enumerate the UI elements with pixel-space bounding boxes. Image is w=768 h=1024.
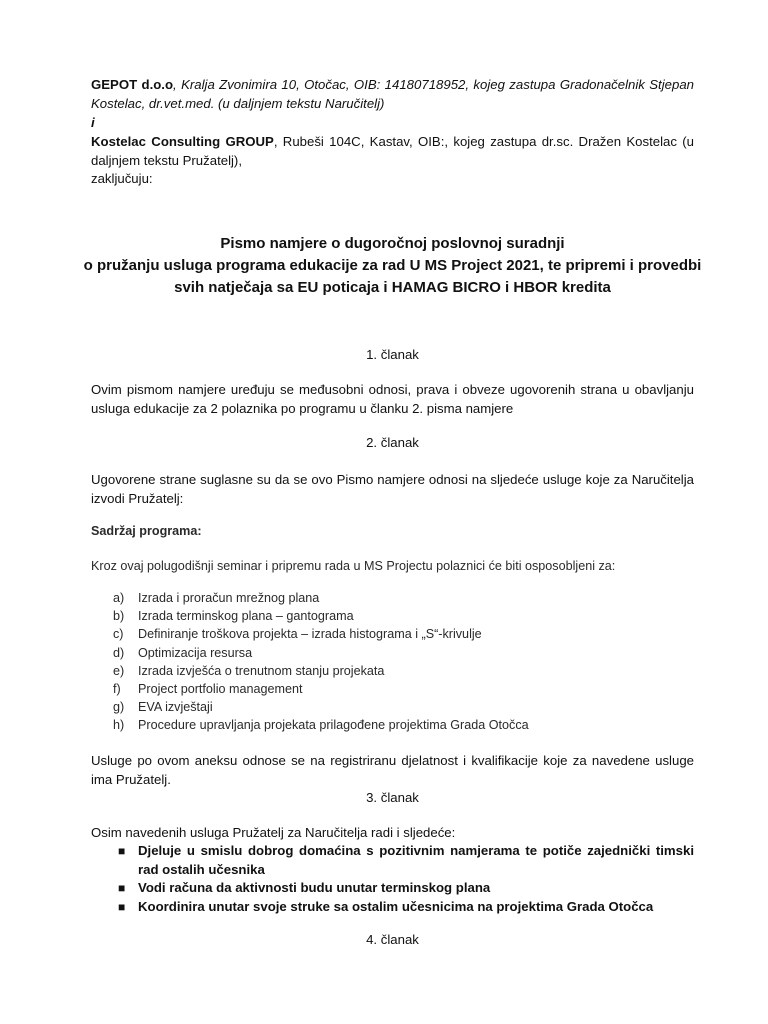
article-2-text: Ugovorene strane suglasne su da se ovo Pismo namjere odnosi na sljedeće usluge koje za Naručitelja izvodi Pružatelj: [91, 472, 694, 506]
conclude-text: zaključuju: [91, 171, 153, 186]
list-item-text: Izrada izvješća o trenutnom stanju projekata [138, 663, 385, 678]
bullet-text: Koordinira unutar svoje struke sa ostalim učesnicima na projektima Grada Otočca [138, 898, 654, 914]
list-item [91, 662, 694, 680]
party-1-details: , Kralja Zvonimira 10, Otočac, OIB: 14180718952, kojeg zastupa Gradonačelnik Stjepan Kostelac, dr.vet.med. (u daljnjem tekstu Naručitelj) [91, 77, 694, 111]
list-marker: d) [113, 645, 125, 660]
document-title [70, 233, 715, 299]
list-item [91, 625, 694, 643]
title-line-2: o pružanju usluga programa edukacije za rad U MS Project 2021, te pripremi i provedbi svih natječaja sa EU poticaja i HAMAG BICRO i HBOR kredita [83, 257, 702, 296]
article-2-closing: Usluge po ovom aneksu odnose se na registriranu djelatnost i kvalifikacije koje za navedene usluge ima Pružatelj. [91, 753, 694, 787]
party-2 [91, 133, 694, 170]
party-2-name: Kostelac Consulting GROUP [91, 134, 274, 149]
title-line-1: Pismo namjere o dugoročnoj poslovnoj suradnji [220, 235, 565, 252]
list-marker: a) [113, 591, 125, 605]
list-marker: g) [113, 700, 125, 715]
square-bullet-icon: ■ [118, 899, 126, 914]
list-item [91, 607, 694, 625]
program-intro: Kroz ovaj polugodišnji seminar i pripremu rada u MS Projectu polaznici će biti osposobljeni za: [91, 559, 616, 573]
list-item-text: Project portfolio management [138, 681, 303, 696]
article-3-text: Osim navedenih usluga Pružatelj za Naručitelja radi i sljedeće: [91, 825, 456, 840]
square-bullet-icon: ■ [118, 881, 126, 895]
list-item [91, 680, 694, 698]
list-item [91, 589, 694, 607]
list-item-text: Definiranje troškova projekta – izrada histograma i „S“-krivulje [138, 627, 482, 642]
article-1-heading: 1. članak [366, 347, 419, 362]
list-item-text: EVA izvještaji [138, 700, 213, 715]
list-marker: c) [113, 627, 124, 642]
article-3-bullets [91, 842, 694, 916]
article-3-heading: 3. članak [366, 790, 419, 805]
list-marker: f) [113, 681, 121, 696]
list-marker: h) [113, 718, 125, 733]
program-list [91, 589, 694, 735]
square-bullet-icon: ■ [118, 844, 126, 858]
list-marker: e) [113, 663, 125, 678]
article-4-heading: 4. članak [366, 932, 419, 947]
list-item-text: Izrada terminskog plana – gantograma [138, 609, 354, 624]
list-item [91, 698, 694, 716]
party-1 [91, 76, 694, 113]
list-item [91, 716, 694, 734]
party-1-name: GEPOT d.o.o [91, 77, 174, 92]
list-item [91, 644, 694, 662]
list-item-text: Optimizacija resursa [138, 645, 253, 660]
bullet-text: Vodi računa da aktivnosti budu unutar terminskog plana [138, 880, 491, 895]
program-heading: Sadržaj programa: [91, 524, 202, 538]
bullet-item [91, 842, 694, 879]
article-1-text: Ovim pismom namjere uređuju se međusobni odnosi, prava i obveze ugovorenih strana u obavljanju usluga edukacije za 2 polaznika po programu u članku 2. pisma namjere [91, 382, 694, 416]
bullet-text: Djeluje u smislu dobrog domaćina s pozitivnim namjerama te potiče zajednički timski rad ostalih učesnika [138, 843, 694, 877]
party-2-details: , Rubeši 104C, Kastav, OIB:, kojeg zastupa dr.sc. Dražen Kostelac (u daljnjem tekstu Pružatelj), [91, 134, 694, 168]
party-conjunction: i [91, 115, 95, 130]
list-item-text: Procedure upravljanja projekata prilagođene projektima Grada Otočca [138, 718, 529, 733]
bullet-item [91, 879, 694, 898]
list-item-text: Izrada i proračun mrežnog plana [138, 591, 320, 605]
article-2-heading: 2. članak [366, 435, 419, 450]
list-marker: b) [113, 609, 125, 624]
bullet-item [91, 898, 694, 917]
